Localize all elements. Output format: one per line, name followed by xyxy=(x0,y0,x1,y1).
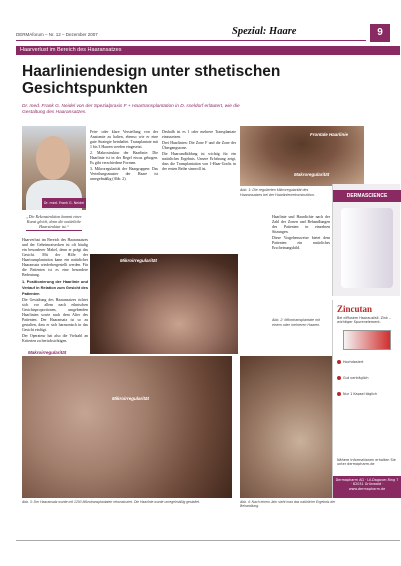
col1-para-3: Der Operateur hat also die Vielzahl an Kriterien zu berücksichtigen. xyxy=(22,334,88,343)
author-portrait xyxy=(22,126,86,210)
zincutan-pack xyxy=(343,330,391,350)
col2-para-3: 3. Mikroregularität der Haargruppen: Das Verteilungsmuster der Haare ist unregelmäßig (Abb. 2). xyxy=(90,167,158,181)
zincutan-logo: Zincutan xyxy=(337,304,373,314)
col2-para-1: Fein- oder klare Verstellung von der Anatomie zu halten, ebenso wie er eine gute Strategie beinhaltet. Transplantate mit 1 bis 3 Haaren werden eingesetzt. xyxy=(90,130,158,149)
macro-label: Makroregularität xyxy=(294,172,330,177)
zincutan-footer: Dermapharm AG · Lil-Dagover-Ring 7 · 82031 Grünwald · www.dermapharm.de xyxy=(333,476,401,498)
closeup-photo-right xyxy=(240,356,340,498)
text-column-1 xyxy=(22,238,88,345)
col3-para-3: Die Haarrandbildung ist wichtig für ein natürliches Ergebnis. Unsere Erfahrung zeigt, dass die Transplantation von 1-Haar-Grafts in der ersten Reihe sinnvoll ist. xyxy=(162,152,236,171)
zincutan-subtitle: Bei diffusem Haarausfall. Zink – wichtiger Spurenelement. xyxy=(337,316,391,325)
scalp-photo xyxy=(90,254,238,354)
zincutan-bullet-2: Gut verträglich xyxy=(337,376,399,380)
rubric-bar: Haarverlust im Bereich des Haaransatzes xyxy=(16,46,400,55)
closeup-macro-label: Makroirregularität xyxy=(28,350,67,355)
header-rule xyxy=(16,40,366,41)
quote-divider xyxy=(26,230,82,231)
figure-4-caption: Abb. 4: Nach einem Jahr sieht man das natürliche Ergebnis der Behandlung. xyxy=(240,500,336,509)
zincutan-ad[interactable] xyxy=(332,300,400,498)
portrait-head xyxy=(36,136,70,180)
bullet-dot-icon xyxy=(337,376,341,380)
portrait-caption: Dr. med. Frank G. Neidel xyxy=(42,198,86,208)
col1-para-1: Haarverlust im Bereich des Haaransatzes und der Geheimratsecken ist oft häufig ein besonderer Makel, denn er prägt das Gesicht. Mit der Hilfe der Haartransplantation kann ein natürlicher Haaransatz wiederhergestellt werden. Für die Patienten ist es eine besondere Bedeutung. xyxy=(22,238,88,277)
col4-para-2: Diese Vorgehensweise bietet dem Patienten ein natürliches Erscheinungsbild. xyxy=(272,236,330,250)
col1-para-2: Die Gestaltung des Haaransatzes richtet sich vor allem nach ethnischen Gesichtsproportionen, umgebenden Haarlinien sowie nach dem Alter des Patienten. Der Haaransatz ist so zu gestalten, dass er sich harmonisch in das Gesicht einfügt. xyxy=(22,298,88,332)
section-title: Spezial: Haare xyxy=(232,26,297,37)
product-image xyxy=(341,208,393,288)
magazine-header: DERMAforum – Nr. 12 – Dezember 2007 xyxy=(16,32,98,37)
article-byline: Dr. med. Frank G. Neidel von der Spezialpraxis F + Haartransplantation in D. sseldorf erläutert, wie die Gestaltung des Haaransatzes. xyxy=(22,104,240,115)
zincutan-address: Nähere Informationen erhalten Sie unter dermapharm.de xyxy=(337,458,396,467)
footer-rule xyxy=(16,540,400,541)
bullet-dot-icon xyxy=(337,360,341,364)
closeup-photo-left xyxy=(22,350,232,498)
col2-para-2: 2. Makrostruktur der Haarlinie: Die Haarlinie ist in der Regel etwas gebogen. Es gibt verschiedene Formen. xyxy=(90,151,158,165)
dermascience-logo: DERMASCIENCE xyxy=(333,190,401,202)
text-column-3 xyxy=(162,130,236,173)
col4-para-1: Haarlinie und Haardichte nach der Zahl der Zonen und Behandlungen des Patienten in einzelnen Sitzungen. xyxy=(272,215,330,234)
article-title: Haarliniendesign unter sthetischen Gesichtspunkten xyxy=(22,63,281,97)
figure-3-caption: Abb. 3: Der Haaransatz wurde mit 1200 Mikrotransplantaten rekonstruiert. Die Haarlinie wurde unregelmäßig gestaltet. xyxy=(22,500,200,504)
pull-quote: „Die Rekonstruktion kommt einer Kunst gleich, denn die natürliche Haarstruktur ist.“ xyxy=(26,214,82,230)
text-column-4 xyxy=(272,215,330,252)
col1-heading: 1. Positionierung der Haarlinie und Verlauf in Relation zum Gesicht des Patienten xyxy=(22,279,88,296)
figure-1-caption: Abb. 1: Die regulierten Mikroregularität des Haaransatzes bei der Haarlinienrekonstruktion. xyxy=(240,188,315,197)
scalp-label: Mikroirregularität xyxy=(120,258,158,263)
col3-para-1: Deshalb ist es 1 oder mehrere Transplantate einzusetzen. xyxy=(162,130,236,139)
closeup-micro-label: Mikroirregularität xyxy=(112,396,150,401)
bullet-dot-icon xyxy=(337,392,341,396)
zincutan-bullet-1: Hochdosiert xyxy=(337,360,399,364)
hairline-photo xyxy=(240,126,364,186)
col3-para-2: Drei Haarlinien: Die Zone F und die Zone der Übergangszone. xyxy=(162,141,236,150)
zincutan-bullet-3: Nur 1 Kapsel täglich xyxy=(337,392,399,396)
hairline-label: Frontale Haarlinie xyxy=(310,132,349,137)
page-number: 9 xyxy=(370,24,390,42)
text-column-2 xyxy=(90,130,158,183)
figure-2-caption: Abb. 2: Mikrotransplantate mit einem oder mehreren Haaren. xyxy=(272,318,321,327)
dermascience-ad[interactable] xyxy=(332,184,400,296)
